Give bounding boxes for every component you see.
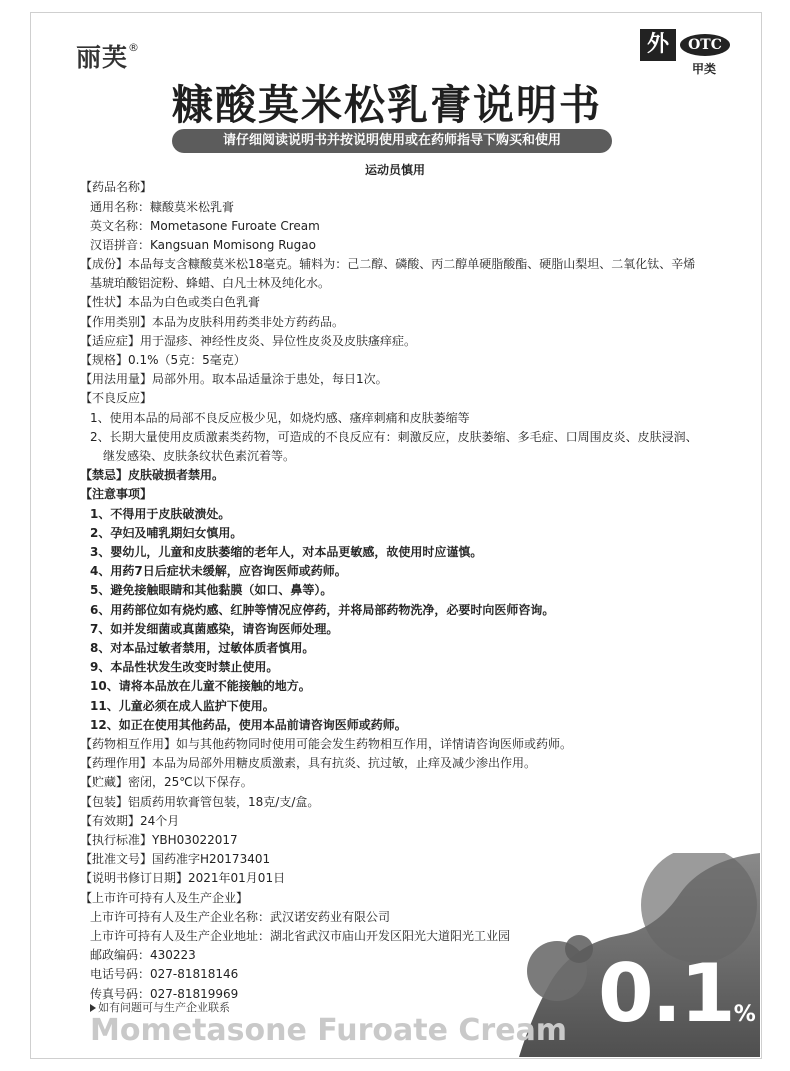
precaution-item: 8、对本品过敏者禁用，过敏体质者慎用。 [90, 641, 315, 655]
registered-mark: ® [128, 40, 141, 54]
precaution-item: 10、请将本品放在儿童不能接触的地方。 [90, 679, 311, 693]
otc-badge: OTC [680, 34, 730, 56]
text-line: 【说明书修订日期】2021年01月01日 [80, 871, 286, 885]
text-line: 继发感染、皮肤条纹状色素沉着等。 [103, 449, 296, 463]
text-line: 【批准文号】国药准字H20173401 [80, 852, 271, 866]
text-line: 【适应症】用于湿疹、神经性皮炎、异位性皮炎及皮肤瘙痒症。 [80, 334, 417, 348]
text-line: 【执行标准】YBH03022017 [80, 833, 238, 847]
english-name-footer: Mometasone Furoate Cream [90, 1013, 568, 1048]
text-line: 2、长期大量使用皮质激素类药物，可造成的不良反应有：刺激反应，皮肤萎缩、多毛症、口周围皮炎、皮肤浸润、 [90, 430, 698, 444]
section-heading: 【上市许可持有人及生产企业】 [80, 891, 249, 905]
contraindication-line: 【禁忌】皮肤破损者禁用。 [80, 468, 225, 482]
text-line: 【性状】本品为白色或类白色乳膏 [80, 295, 261, 309]
triangle-arrow-icon [90, 1004, 96, 1012]
text-line: 通用名称：糠酸莫米松乳膏 [90, 200, 235, 214]
section-heading: 【不良反应】 [80, 391, 153, 405]
strength-number: 0.1 [598, 947, 734, 1040]
precaution-item: 11、儿童必须在成人监护下使用。 [90, 699, 275, 713]
text-line: 汉语拼音：Kangsuan Momisong Rugao [90, 238, 316, 252]
precaution-item: 4、用药7日后症状未缓解，应咨询医师或药师。 [90, 564, 347, 578]
precaution-item: 7、如并发细菌或真菌感染，请咨询医师处理。 [90, 622, 339, 636]
text-line: 【药物相互作用】如与其他药物同时使用可能会发生药物相互作用，详情请咨询医师或药师。 [80, 737, 573, 751]
reading-instruction-banner: 请仔细阅读说明书并按说明使用或在药师指导下购买和使用 [172, 129, 612, 153]
section-heading: 【药品名称】 [80, 180, 153, 194]
text-line: 上市许可持有人及生产企业地址：湖北省武汉市庙山开发区阳光大道阳光工业园 [90, 929, 511, 943]
brand-logo [76, 38, 140, 74]
text-line: 传真号码：027-81819969 [90, 987, 239, 1001]
precaution-item: 12、如正在使用其他药品，使用本品前请咨询医师或药师。 [90, 718, 407, 732]
precaution-item: 1、不得用于皮肤破溃处。 [90, 507, 231, 521]
page-title: 糠酸莫米松乳膏说明书 [172, 81, 602, 129]
precaution-item: 3、婴幼儿，儿童和皮肤萎缩的老年人，对本品更敏感，故使用时应谨慎。 [90, 545, 483, 559]
precaution-item: 5、避免接触眼睛和其他黏膜（如口、鼻等）。 [90, 583, 333, 597]
text-line: 邮政编码：430223 [90, 948, 196, 962]
brand-name: 丽芙 [76, 43, 129, 72]
precaution-item: 6、用药部位如有烧灼感、红肿等情况应停药，并将局部药物洗净，必要时向医师咨询。 [90, 603, 555, 617]
strength-display [598, 947, 756, 1055]
text-line: 【成份】本品每支含糠酸莫米松18毫克。辅料为：己二醇、磷酸、丙二醇单硬脂酸酯、硬脂山梨坦、二氧化钛、辛烯 [80, 257, 696, 271]
text-line: 【包装】铝质药用软膏管包装，18克/支/盒。 [80, 795, 320, 809]
text-line: 【有效期】24个月 [80, 814, 180, 828]
external-use-badge: 外 [640, 29, 676, 61]
text-line: 【贮藏】密闭，25℃以下保存。 [80, 775, 253, 789]
precaution-item: 9、本品性状发生改变时禁止使用。 [90, 660, 279, 674]
text-line: 基琥珀酸铝淀粉、蜂蜡、白凡士林及纯化水。 [90, 276, 331, 290]
text-line: 【药理作用】本品为局部外用糖皮质激素，具有抗炎、抗过敏，止痒及减少渗出作用。 [80, 756, 537, 770]
strength-unit: % [733, 1002, 756, 1027]
text-line: 【用法用量】局部外用。取本品适量涂于患处，每日1次。 [80, 372, 388, 386]
otc-category: 甲类 [692, 62, 717, 76]
text-line: 英文名称：Mometasone Furoate Cream [90, 219, 320, 233]
contact-note-text: 如有问题可与生产企业联系 [98, 1001, 230, 1014]
athlete-notice: 运动员慎用 [364, 163, 425, 177]
section-heading: 【注意事项】 [80, 487, 153, 501]
text-line: 上市许可持有人及生产企业名称：武汉诺安药业有限公司 [90, 910, 391, 924]
text-line: 电话号码：027-81818146 [90, 967, 239, 981]
precaution-item: 2、孕妇及哺乳期妇女慎用。 [90, 526, 243, 540]
text-line: 【规格】0.1%（5克：5毫克） [80, 353, 246, 367]
text-line: 【作用类别】本品为皮肤科用药类非处方药药品。 [80, 315, 345, 329]
text-line: 1、使用本品的局部不良反应极少见，如烧灼感、瘙痒刺痛和皮肤萎缩等 [90, 411, 470, 425]
